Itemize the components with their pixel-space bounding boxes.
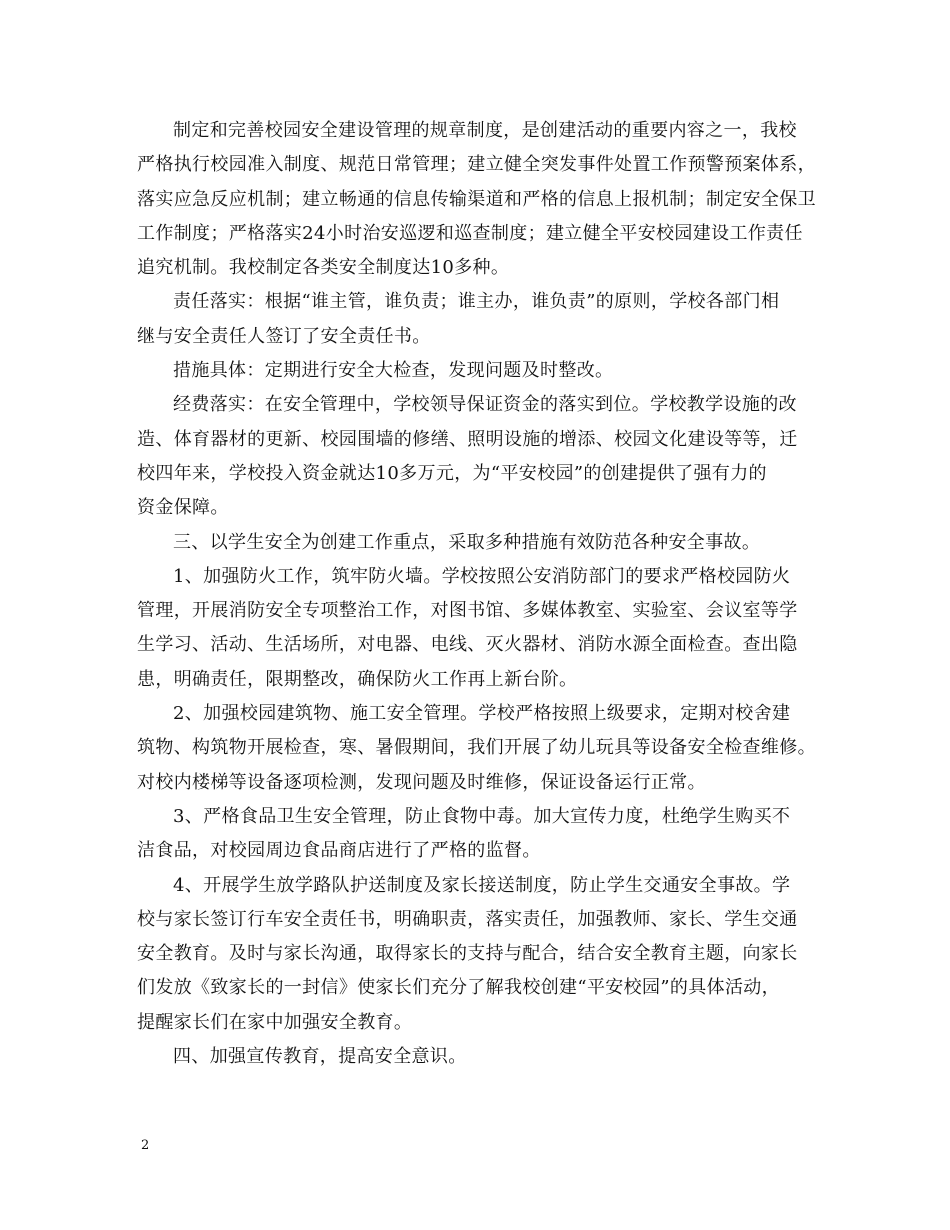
text-line: 管理，开展消防安全专项整治工作，对图书馆、多媒体教室、实验室、会议室等学 [137,600,798,622]
text-line: 提醒家长们在家中加强安全教育。 [137,1011,413,1033]
text-line: 继与安全责任人签订了安全责任书。 [137,325,431,347]
text-line: 安全教育。及时与家长沟通，取得家长的支持与配合，结合安全教育主题，向家长 [137,943,798,965]
text-line: 3、严格食品卫生安全管理，防止食物中毒。加大宣传力度，杜绝学生购买不 [173,805,791,827]
text-line: 经费落实：在安全管理中，学校领导保证资金的落实到位。学校教学设施的改 [173,394,797,416]
text-line: 对校内楼梯等设备逐项检测，发现问题及时维修，保证设备运行正常。 [137,771,706,793]
text-line: 措施具体：定期进行安全大检查，发现问题及时整改。 [173,360,614,382]
text-line: 资金保障。 [137,497,229,519]
text-line: 1、加强防火工作，筑牢防火墙。学校按照公安消防部门的要求严格校园防火 [173,565,791,587]
text-line: 洁食品，对校园周边食品商店进行了严格的监督。 [137,840,541,862]
text-line: 2、加强校园建筑物、施工安全管理。学校严格按照上级要求，定期对校舍建 [173,703,791,725]
text-line: 们发放《致家长的一封信》使家长们充分了解我校创建“平安校园”的具体活动， [137,977,781,999]
text-line: 追究机制。我校制定各类安全制度达10多种。 [137,257,510,279]
text-line: 四、加强宣传教育，提高安全意识。 [173,1046,467,1068]
text-line: 筑物、构筑物开展检查，寒、暑假期间，我们开展了幼儿玩具等设备安全检查维修。 [137,737,816,759]
document-body [137,114,823,1074]
text-line: 严格执行校园准入制度、规范日常管理；建立健全突发事件处置工作预警预案体系， [137,154,816,176]
text-line: 造、体育器材的更新、校园围墙的修缮、照明设施的增添、校园文化建设等等，迁 [137,428,798,450]
text-line: 工作制度；严格落实24小时治安巡逻和巡查制度；建立健全平安校园建设工作责任 [137,222,803,244]
text-line: 落实应急反应机制；建立畅通的信息传输渠道和严格的信息上报机制；制定安全保卫 [137,188,816,210]
text-line: 责任落实：根据“谁主管，谁负责；谁主办，谁负责”的原则，学校各部门相 [173,291,780,313]
text-line: 三、以学生安全为创建工作重点，采取多种措施有效防范各种安全事故。 [173,531,761,553]
text-line: 4、开展学生放学路队护送制度及家长接送制度，防止学生交通安全事故。学 [173,874,791,896]
text-line: 制定和完善校园安全建设管理的规章制度，是创建活动的重要内容之一，我校 [173,120,797,141]
text-line: 患，明确责任，限期整改，确保防火工作再上新台阶。 [137,668,578,690]
text-line: 校与家长签订行车安全责任书，明确职责，落实责任，加强教师、家长、学生交通 [137,908,798,930]
page-number: 2 [141,1138,150,1153]
text-line: 生学习、活动、生活场所，对电器、电线、灭火器材、消防水源全面检查。查出隐 [137,634,798,656]
text-line: 校四年来，学校投入资金就达10多万元，为“平安校园”的创建提供了强有力的 [137,462,767,484]
